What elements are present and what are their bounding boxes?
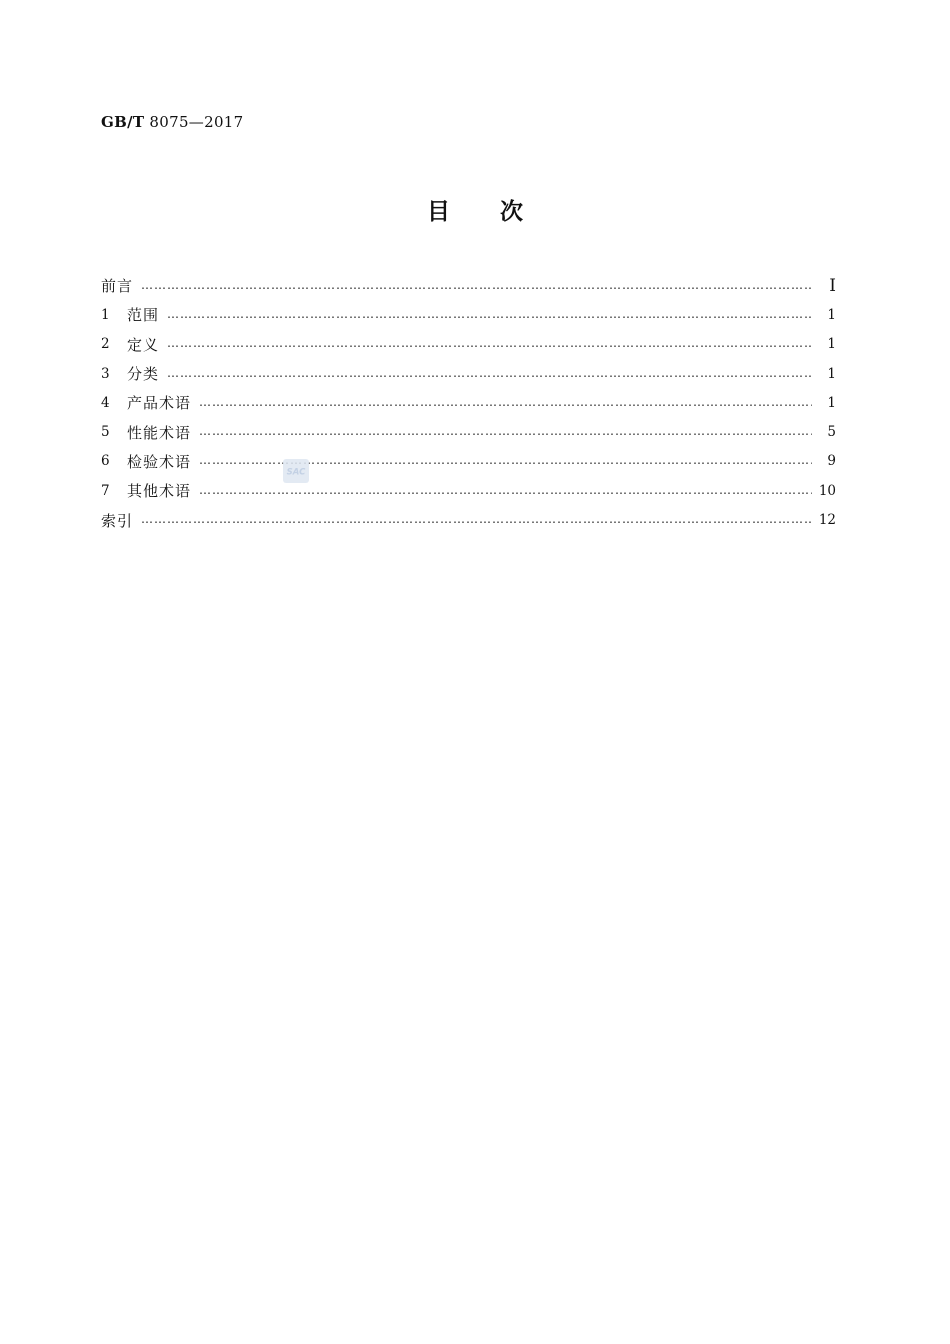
toc-page-number: 1 [827, 365, 836, 382]
toc-label: 索引 [101, 511, 134, 530]
toc-page-number: 10 [818, 482, 836, 499]
svg-text:SAC: SAC [286, 467, 306, 478]
standard-number: 8075—2017 [149, 113, 244, 131]
toc-page-number: 1 [827, 306, 836, 323]
toc-page-number: 1 [827, 394, 836, 411]
toc-leader-dots [199, 424, 812, 438]
toc-row-2[interactable] [101, 330, 836, 359]
toc-section-number: 7 [101, 482, 110, 499]
standard-code [101, 113, 243, 131]
title-char-1: 目 [427, 199, 450, 225]
toc-row-1[interactable] [101, 300, 836, 329]
toc-leader-dots [199, 395, 812, 409]
toc-section-number: 4 [101, 394, 110, 411]
standard-prefix: GB/T [101, 113, 145, 131]
toc-row-index[interactable] [101, 505, 836, 534]
toc-page-number: 1 [827, 336, 836, 353]
toc-row-6[interactable] [101, 447, 836, 476]
toc-leader-dots [167, 366, 812, 380]
page-title [0, 193, 950, 226]
toc-section-number: 5 [101, 424, 110, 441]
sac-watermark-logo [283, 459, 309, 483]
toc-label: 检验术语 [127, 452, 192, 471]
toc-section-number: 3 [101, 365, 110, 382]
toc-section-number: 1 [101, 306, 110, 323]
toc-label: 其他术语 [127, 482, 192, 501]
toc-page-number: 5 [827, 424, 836, 441]
toc-leader-dots [199, 483, 812, 497]
toc-row-foreword[interactable] [101, 271, 836, 300]
toc-section-number: 6 [101, 453, 110, 470]
table-of-contents [101, 271, 836, 535]
toc-leader-dots [167, 336, 812, 350]
toc-label: 范围 [127, 306, 160, 325]
toc-row-7[interactable] [101, 476, 836, 505]
toc-page-number: Ⅰ [829, 275, 836, 296]
toc-leader-dots [141, 278, 812, 292]
toc-row-4[interactable] [101, 388, 836, 417]
toc-label: 性能术语 [127, 423, 192, 442]
toc-leader-dots [141, 512, 812, 526]
toc-label: 前言 [101, 277, 134, 296]
sac-logo-icon [285, 464, 307, 478]
toc-page-number: 9 [827, 453, 836, 470]
toc-label: 定义 [127, 335, 160, 354]
toc-label: 分类 [127, 365, 160, 384]
toc-row-5[interactable] [101, 417, 836, 446]
toc-page-number: 12 [818, 512, 836, 529]
toc-section-number: 2 [101, 336, 110, 353]
toc-leader-dots [167, 307, 812, 321]
title-char-2: 次 [500, 199, 523, 225]
toc-row-3[interactable] [101, 359, 836, 388]
toc-label: 产品术语 [127, 394, 192, 413]
